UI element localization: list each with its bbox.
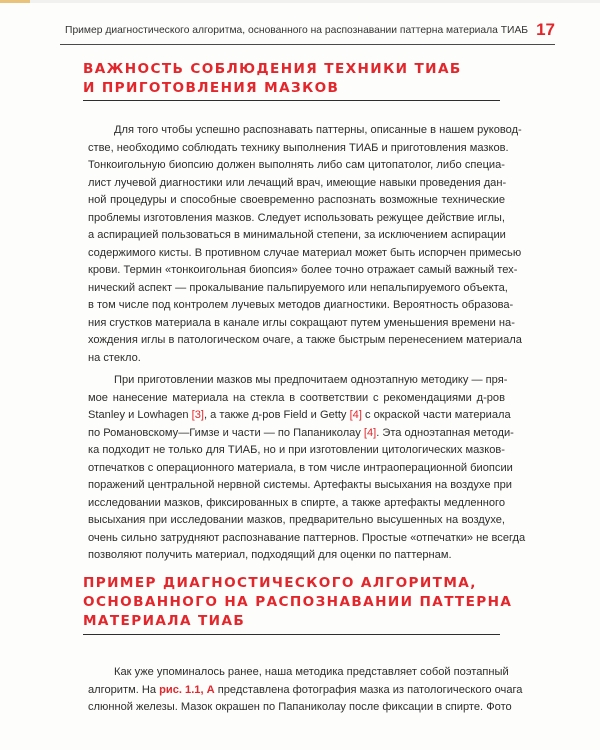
text-span: , а также д-ров Field и Getty	[204, 409, 350, 421]
section2-heading-line1: ПРИМЕР ДИАГНОСТИЧЕСКОГО АЛГОРИТМА,	[83, 575, 477, 591]
section1-paragraph1	[88, 122, 522, 367]
section1-paragraph2	[88, 372, 526, 565]
section2-heading-line2: ОСНОВАННОГО НА РАСПОЗНАВАНИИ ПАТТЕРНА	[83, 594, 513, 610]
text-line: очень сильно затрудняют распознавание паттернов. Простые «отпечатки» не всегда	[88, 531, 526, 544]
text-line: крови. Термин «тонкоигольная биопсия» более точно отражает самый важный тех-	[88, 264, 518, 276]
text-span: по Романовскому—Гимзе и части — по Папаниколау	[88, 426, 364, 439]
text-line: а аспирацией пользоваться в минимальной степени, за исключением аспирации	[88, 229, 506, 241]
page-number: 17	[536, 20, 555, 39]
section2-heading-rule	[83, 634, 500, 635]
text-line: слюнной железы. Мазок окрашен по Папаниколау после фиксации в спирте. Фото	[88, 701, 512, 713]
text-line: стве, необходимо соблюдать технику выполнения ТИАБ и приготовления мазков.	[88, 141, 509, 154]
section1-heading	[83, 60, 462, 98]
figure-link[interactable]: рис. 1.1, А	[159, 683, 215, 696]
section1-heading-rule	[83, 100, 500, 101]
text-span: алгоритм. На	[88, 683, 160, 696]
text-line: позволяют получить материал, подходящий для оценки по паттернам.	[88, 549, 452, 561]
text-line: на стекло.	[88, 351, 141, 364]
section1-heading-line1: ВАЖНОСТЬ СОБЛЮДЕНИЯ ТЕХНИКИ ТИАБ	[83, 61, 462, 77]
text-line: Для того чтобы успешно распознавать паттерны, описанные в нашем руковод-	[114, 124, 522, 136]
text-line: мое нанесение материала на стекла в соответствии с рекомендациями д-ров	[88, 391, 505, 404]
text-line	[88, 682, 523, 700]
text-line: проблемы изготовления мазков. Следует использовать режущее действие иглы,	[88, 211, 505, 224]
section1-heading-line2: И ПРИГОТОВЛЕНИЯ МАЗКОВ	[83, 80, 340, 96]
text-line: отпечатков с операционного материала, в том числе интраоперационной биопсии	[88, 461, 513, 474]
text-line: ния сгустков материала в канале иглы сокращают путем уменьшения времени на-	[88, 316, 515, 329]
text-line: исследовании мазков, фиксированных в спирте, а также артефакты медленного	[88, 496, 505, 509]
text-line: Как уже упоминалось ранее, наша методика представляет собой поэтапный	[114, 666, 509, 678]
text-line: ка подходит не только для ТИАБ, но и при изготовлении цитологических мазков-	[88, 444, 505, 456]
citation-link-4[interactable]: [4]	[363, 426, 377, 439]
text-line: нический аспект — прокалывание пальпируемого или непальпируемого объекта,	[88, 281, 508, 294]
citation-link-3[interactable]: [3]	[191, 409, 204, 421]
section2-heading-line3: МАТЕРИАЛА ТИАБ	[83, 613, 246, 629]
text-line: ной процедуры и способные своевременно распознать возможные технические	[88, 194, 505, 206]
text-span: . Эта одноэтапная методи-	[376, 426, 514, 439]
running-header	[60, 20, 555, 45]
citation-link-4[interactable]: [4]	[349, 409, 362, 421]
text-span: представлена фотография мазка из патологического очага	[214, 683, 523, 696]
text-span: Stanley и Lowhagen	[88, 409, 192, 421]
section2-heading	[83, 574, 512, 631]
text-line: хождения иглы в патологическом очаге, а также быстрым перенесением материала	[88, 334, 522, 346]
top-edge	[0, 0, 600, 3]
text-span: с окраской части материала	[361, 409, 511, 421]
text-line: в том числе под контролем лучевых методов диагностики. Вероятность образова-	[88, 299, 514, 311]
text-line: поражений центральной нервной системы. Артефакты высыхания на воздухе при	[88, 479, 512, 491]
running-header-title: Пример диагностического алгоритма, основанного на распознавании паттерна материала ТИАБ	[65, 25, 529, 36]
text-line: Тонкоигольную биопсию должен выполнять либо сам цитопатолог, либо специа-	[88, 159, 505, 171]
text-line: лист лучевой диагностики или лечащий врач, имеющие навыки проведения дан-	[88, 176, 507, 189]
text-line: При приготовлении мазков мы предпочитаем одноэтапную методику — пря-	[114, 374, 508, 386]
section2-paragraph1	[88, 664, 523, 717]
text-line: содержимого кисты. В противном случае материал может быть испорчен примесью	[88, 246, 522, 259]
top-edge-accent	[0, 0, 30, 3]
text-line: высыхания при исследовании мазков, предварительно высушенных на воздухе,	[88, 514, 505, 526]
text-line	[88, 425, 514, 443]
text-line	[88, 407, 511, 425]
